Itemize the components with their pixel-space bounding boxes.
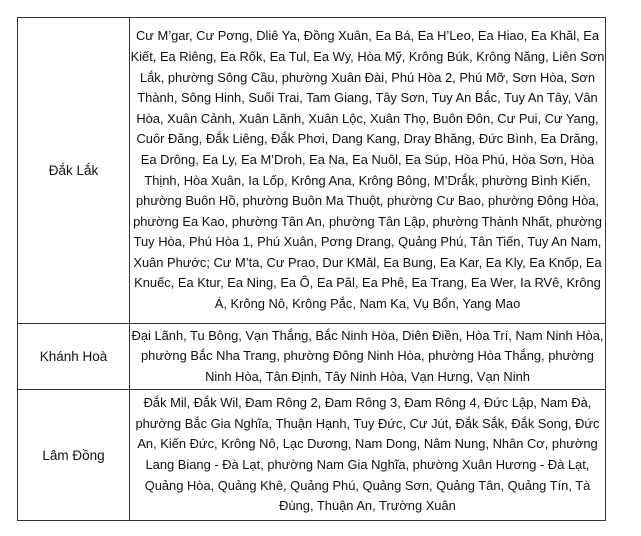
- commune-list-cell: Đắk Mil, Đắk Wil, Đam Rông 2, Đam Rông 3, Đam Rông 4, Đức Lập, Nam Đà, phường Bắc Gia Nghĩa, Thuận Hạnh, Tuy Đức, Cư Jút, Đắk Sắk, Đắk Song, Đức An, Kiến Đức, Krông Nô, Lạc Dương, Nam Dong, Nâm Nung, Nhân Cơ, phường Lang Biang - Đà Lạt, phường Nam Gia Nghĩa, phường Xuân Hương - Đà Lạt, Quảng Hòa, Quảng Khê, Quảng Phú, Quảng Sơn, Quảng Tân, Quảng Tín, Tà Đùng, Thuận An, Trường Xuân: [130, 390, 606, 521]
- province-commune-table: [17, 17, 606, 521]
- table-row: [18, 390, 606, 521]
- commune-list-cell: Đại Lãnh, Tu Bông, Vạn Thắng, Bắc Ninh Hòa, Diên Điền, Hòa Trí, Nam Ninh Hòa, phường Bắc Nha Trang, phường Đông Ninh Hòa, phường Hòa Thắng, phường Ninh Hòa, Tân Định, Tây Ninh Hòa, Vạn Hưng, Vạn Ninh: [130, 324, 606, 390]
- province-name-cell: Lâm Đồng: [18, 390, 130, 521]
- table-row: [18, 18, 606, 324]
- province-name-cell: Khánh Hoà: [18, 324, 130, 390]
- province-name-cell: Đắk Lắk: [18, 18, 130, 324]
- commune-list-cell: Cư M’gar, Cư Pơng, Dliê Ya, Đồng Xuân, Ea Bá, Ea H’Leo, Ea Hiao, Ea Khăl, Ea Kiết, Ea Riêng, Ea Rốk, Ea Tul, Ea Wy, Hòa Mỹ, Krông Búk, Krông Năng, Liên Sơn Lắk, phường Sông Cầu, phường Xuân Đài, Phú Hòa 2, Phú Mỡ, Sơn Hòa, Sơn Thành, Sông Hinh, Suối Trai, Tam Giang, Tây Sơn, Tuy An Bắc, Tuy An Tây, Vân Hòa, Xuân Cảnh, Xuân Lãnh, Xuân Lộc, Xuân Thọ, Buôn Đôn, Cư Pui, Cư Yang, Cuôr Đăng, Đắk Liêng, Đắk Phơi, Dang Kang, Dray Bhăng, Đức Bình, Ea Drăng, Ea Drông, Ea Ly, Ea M’Droh, Ea Na, Ea Nuôl, Ea Súp, Hòa Phú, Hòa Sơn, Hòa Thịnh, Hòa Xuân, Ia Lốp, Krông Ana, Krông Bông, M’Drắk, phường Bình Kiến, phường Buôn Hồ, phường Buôn Ma Thuột, phường Cư Bao, phường Đông Hòa, phường Ea Kao, phường Tân An, phường Tân Lập, phường Thành Nhất, phường Tuy Hòa, Phú Hòa 1, Phú Xuân, Pơng Drang, Quảng Phú, Tân Tiến, Tuy An Nam, Xuân Phước; Cư M’ta, Cư Prao, Dur KMăl, Ea Bung, Ea Kar, Ea Kly, Ea Knốp, Ea Knuếc, Ea Ktur, Ea Ning, Ea Ô, Ea Păl, Ea Phê, Ea Trang, Ea Wer, Ia RVê, Krông Á, Krông Nô, Krông Pắc, Nam Ka, Vụ Bổn, Yang Mao: [130, 18, 606, 324]
- table-row: [18, 324, 606, 390]
